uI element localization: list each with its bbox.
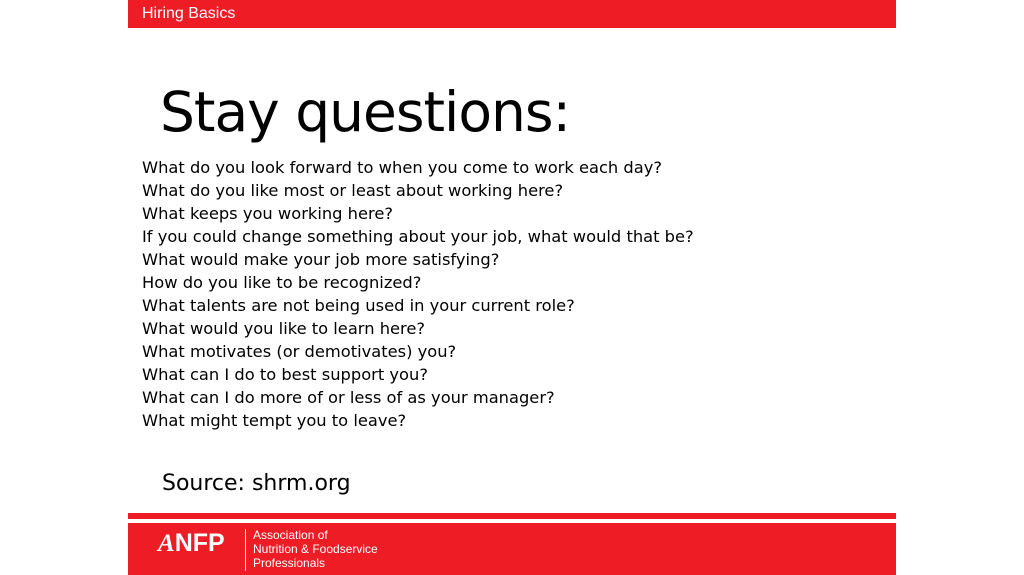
logo-divider xyxy=(245,529,246,571)
question-item: What can I do to best support you? xyxy=(142,365,428,384)
source-citation: Source: shrm.org xyxy=(162,471,351,496)
question-item: How do you like to be recognized? xyxy=(142,273,422,292)
question-item: What keeps you working here? xyxy=(142,204,393,223)
questions-list xyxy=(142,156,694,432)
slide-title: Stay questions: xyxy=(160,80,571,144)
logo-a: A xyxy=(158,530,175,557)
question-item: What might tempt you to leave? xyxy=(142,411,407,430)
footer-bar xyxy=(128,523,896,575)
org-name-line: Association of xyxy=(253,528,328,542)
header-bar xyxy=(128,0,896,28)
anfp-logo xyxy=(158,529,225,558)
org-name-line: Professionals xyxy=(253,556,326,570)
question-item: What do you like most or least about working here? xyxy=(142,181,564,200)
header-label: Hiring Basics xyxy=(142,5,236,22)
question-item: What can I do more of or less of as your manager? xyxy=(142,388,555,407)
question-item: What talents are not being used in your current role? xyxy=(142,296,575,315)
question-item: What do you look forward to when you come to work each day? xyxy=(142,158,663,177)
footer-stripe xyxy=(128,513,896,519)
org-name-line: Nutrition & Foodservice xyxy=(253,542,378,556)
question-item: What motivates (or demotivates) you? xyxy=(142,342,457,361)
question-item: What would you like to learn here? xyxy=(142,319,426,338)
logo-nfp: NFP xyxy=(174,529,225,557)
org-name xyxy=(253,528,378,570)
question-item: If you could change something about your job, what would that be? xyxy=(142,227,694,246)
question-item: What would make your job more satisfying? xyxy=(142,250,500,269)
